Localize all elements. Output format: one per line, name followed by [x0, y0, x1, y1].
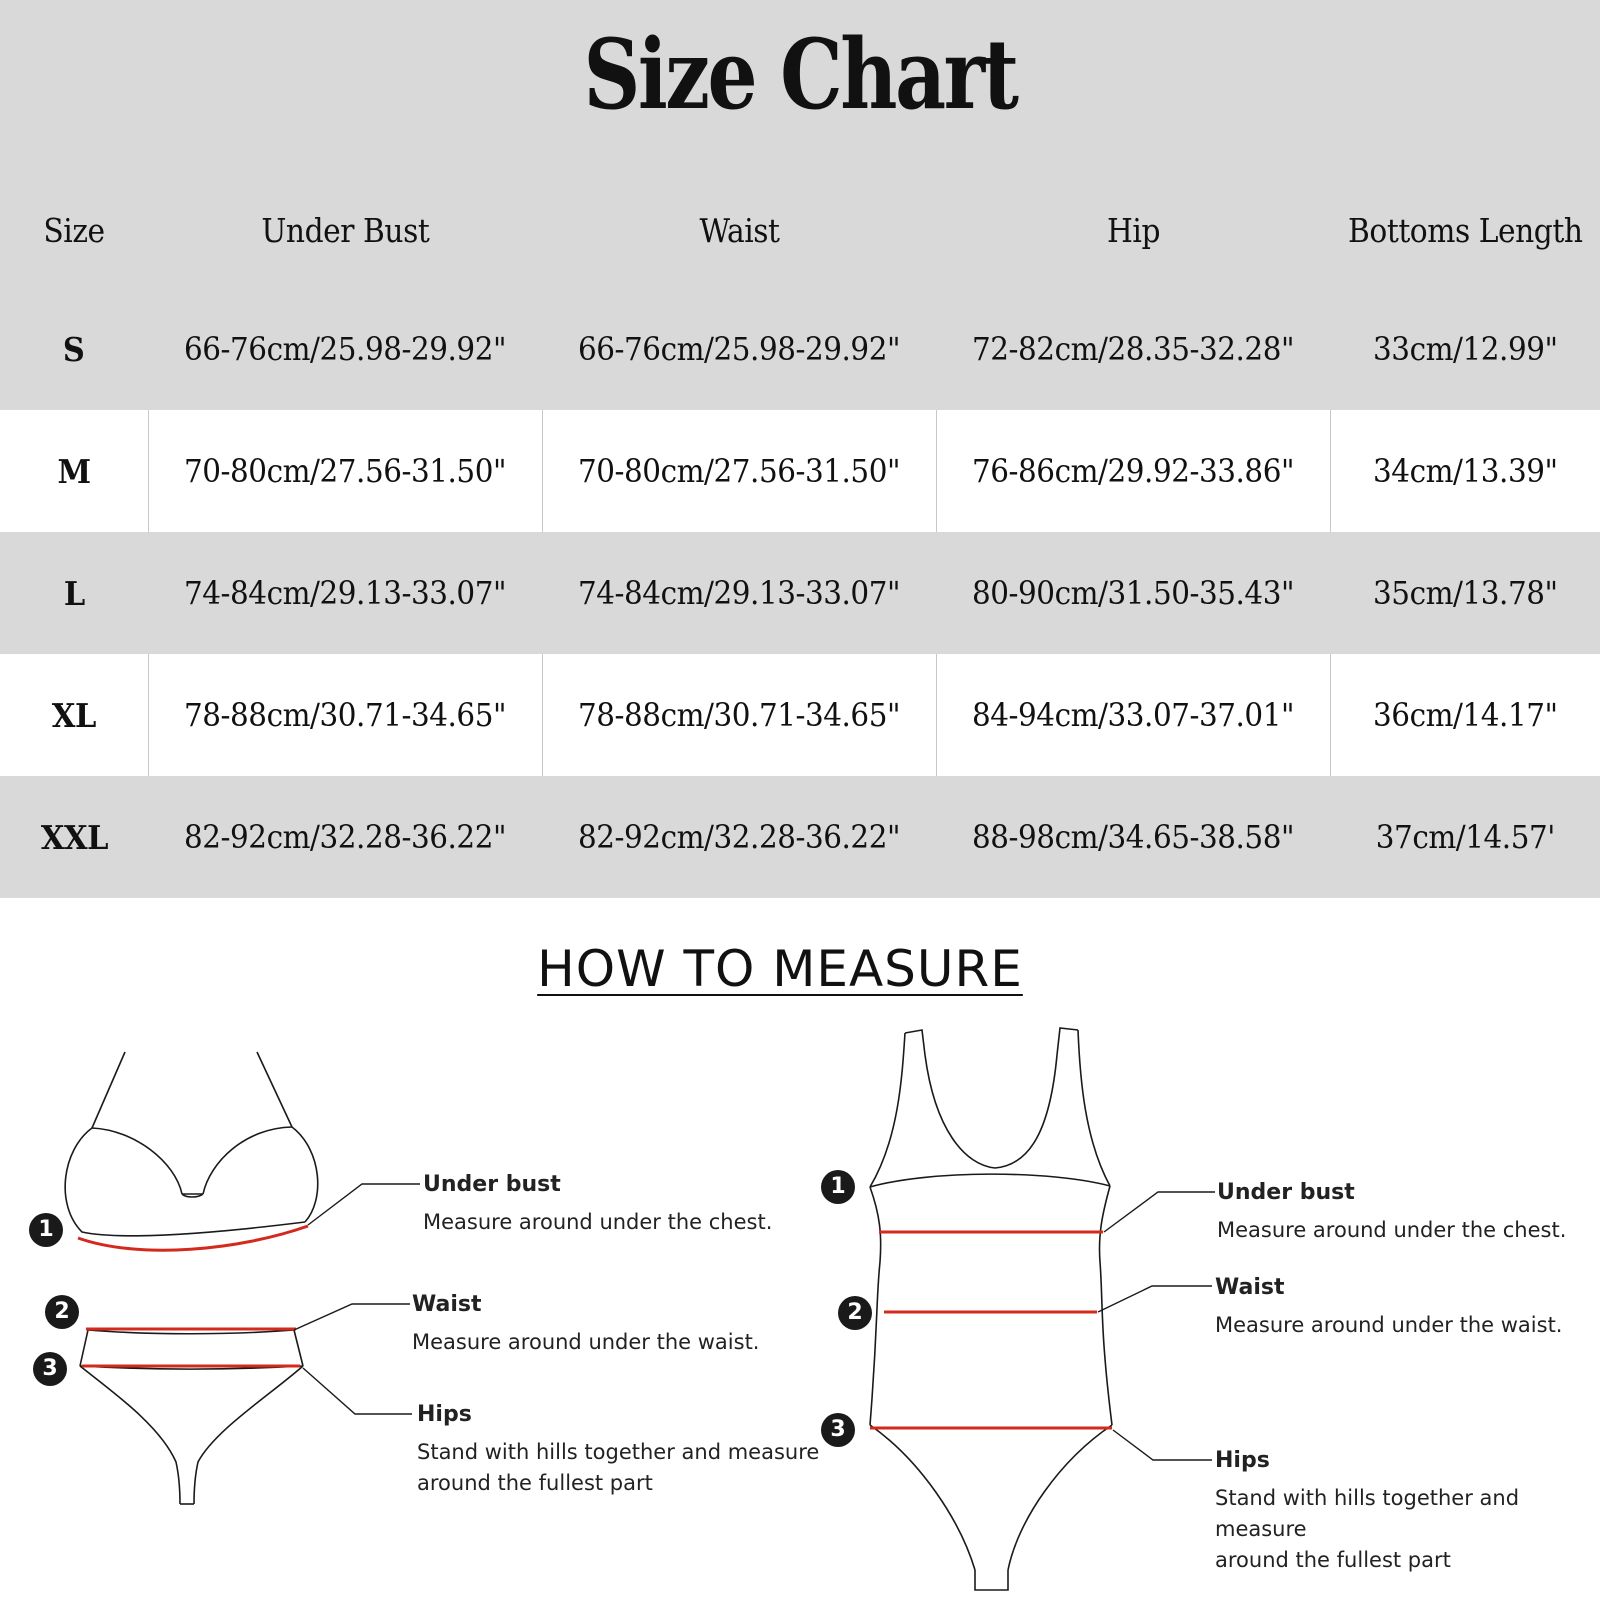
- bottoms-length-cell: 36cm/14.17": [1330, 654, 1600, 776]
- under-bust-measure-line: [78, 1226, 308, 1250]
- under-bust-cell: 66-76cm/25.98-29.92": [148, 288, 542, 410]
- bottoms-length-cell: 35cm/13.78": [1330, 532, 1600, 654]
- size-table: [0, 172, 1600, 898]
- waist-cell: 82-92cm/32.28-36.22": [542, 776, 936, 898]
- bikini-top-illustration: [65, 1052, 318, 1236]
- size-cell: XL: [0, 654, 148, 776]
- under-bust-leader-line-swimsuit: [1104, 1192, 1215, 1232]
- swimsuit-badge-1: 1: [821, 1170, 855, 1204]
- table-row: [0, 410, 1600, 532]
- swimsuit-label-waist: [1215, 1275, 1562, 1341]
- hip-cell: 72-82cm/28.35-32.28": [936, 288, 1330, 410]
- bikini-label-waist: [412, 1292, 759, 1358]
- bikini-label-under-bust: [423, 1172, 772, 1238]
- label-description: Measure around under the chest.: [423, 1210, 773, 1234]
- hip-cell: 80-90cm/31.50-35.43": [936, 532, 1330, 654]
- col-header-waist: Waist: [698, 210, 780, 250]
- label-description: Measure around under the waist.: [412, 1330, 760, 1354]
- hip-cell: 76-86cm/29.92-33.86": [936, 410, 1330, 532]
- size-chart-title: Size Chart: [583, 18, 1017, 131]
- table-row: [0, 776, 1600, 898]
- size-cell: M: [0, 410, 148, 532]
- bikini-badge-3: 3: [33, 1352, 67, 1386]
- bottoms-length-cell: 33cm/12.99": [1330, 288, 1600, 410]
- waist-cell: 70-80cm/27.56-31.50": [542, 410, 936, 532]
- bottoms-length-cell: 37cm/14.57': [1330, 776, 1600, 898]
- table-header-row: [0, 172, 1600, 288]
- label-title: Waist: [1215, 1275, 1285, 1300]
- label-description: Stand with hills together and measure around the fullest part: [1215, 1486, 1520, 1572]
- size-cell: S: [0, 288, 148, 410]
- under-bust-leader-line: [308, 1184, 420, 1225]
- size-cell: L: [0, 532, 148, 654]
- how-to-measure-diagram: [0, 1000, 1600, 1600]
- size-cell: XXL: [0, 776, 148, 898]
- under-bust-cell: 82-92cm/32.28-36.22": [148, 776, 542, 898]
- label-description: Stand with hills together and measure around the fullest part: [417, 1440, 820, 1495]
- bottoms-length-cell: 34cm/13.39": [1330, 410, 1600, 532]
- swimsuit-label-hips: [1215, 1448, 1600, 1576]
- bikini-bottom-illustration: [80, 1330, 303, 1504]
- under-bust-cell: 74-84cm/29.13-33.07": [148, 532, 542, 654]
- swimsuit-badge-2: 2: [838, 1296, 872, 1330]
- hips-leader-line-bikini: [303, 1368, 412, 1414]
- label-title: Under bust: [1217, 1180, 1355, 1205]
- label-description: Measure around under the waist.: [1215, 1313, 1563, 1337]
- table-row: [0, 288, 1600, 410]
- label-description: Measure around under the chest.: [1217, 1218, 1567, 1242]
- waist-leader-line-swimsuit: [1098, 1286, 1212, 1312]
- under-bust-cell: 70-80cm/27.56-31.50": [148, 410, 542, 532]
- col-header-bottoms-length: Bottoms Length: [1347, 210, 1583, 250]
- hip-cell: 88-98cm/34.65-38.58": [936, 776, 1330, 898]
- label-title: Under bust: [423, 1172, 561, 1197]
- swimsuit-label-under-bust: [1217, 1180, 1566, 1246]
- hip-cell: 84-94cm/33.07-37.01": [936, 654, 1330, 776]
- label-title: Hips: [1215, 1448, 1270, 1473]
- under-bust-cell: 78-88cm/30.71-34.65": [148, 654, 542, 776]
- waist-leader-line-bikini: [294, 1304, 410, 1330]
- label-title: Hips: [417, 1402, 472, 1427]
- bikini-badge-1: 1: [29, 1213, 63, 1247]
- waist-cell: 78-88cm/30.71-34.65": [542, 654, 936, 776]
- how-to-measure-title: HOW TO MEASURE: [537, 940, 1023, 998]
- swimsuit-illustration: [870, 1028, 1112, 1590]
- waist-cell: 66-76cm/25.98-29.92": [542, 288, 936, 410]
- hips-leader-line-swimsuit: [1113, 1430, 1212, 1460]
- label-title: Waist: [412, 1292, 482, 1317]
- swimsuit-badge-3: 3: [821, 1413, 855, 1447]
- bikini-badge-2: 2: [45, 1295, 79, 1329]
- table-row: [0, 532, 1600, 654]
- bikini-label-hips: [417, 1402, 819, 1499]
- col-header-under-bust: Under Bust: [260, 210, 430, 250]
- col-header-size: Size: [43, 210, 105, 250]
- table-row: [0, 654, 1600, 776]
- waist-cell: 74-84cm/29.13-33.07": [542, 532, 936, 654]
- col-header-hip: Hip: [1106, 210, 1160, 250]
